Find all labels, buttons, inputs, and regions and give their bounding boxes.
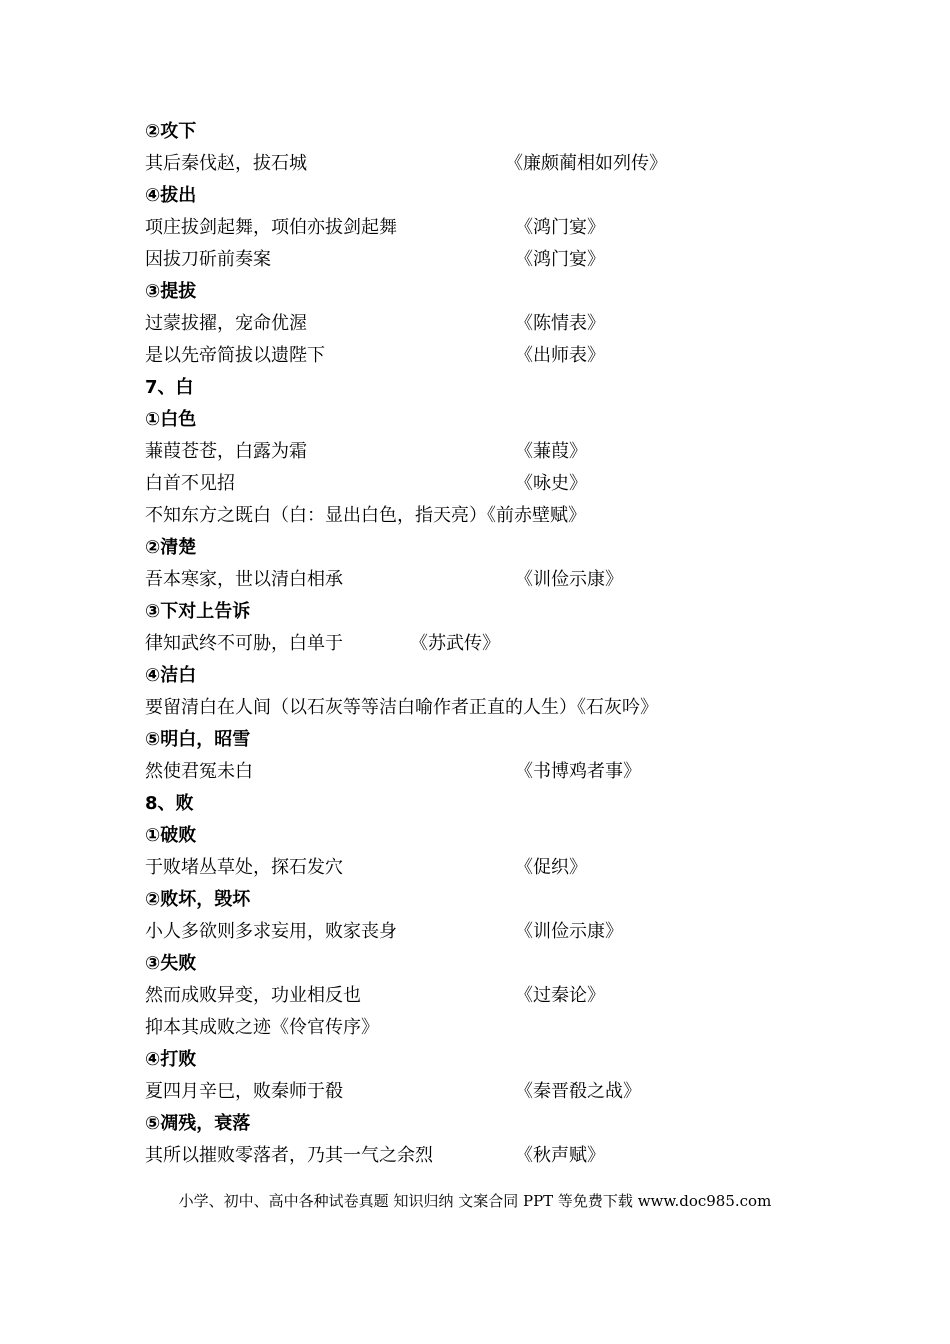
example-sentence bbox=[145, 916, 623, 948]
sense-heading bbox=[145, 372, 194, 404]
sense-heading bbox=[145, 532, 196, 564]
sense-heading bbox=[145, 276, 196, 308]
sense-heading bbox=[145, 1108, 250, 1140]
example-sentence bbox=[145, 148, 667, 180]
example-sentence bbox=[145, 628, 500, 660]
source-title: 《陈情表》 bbox=[515, 313, 605, 334]
sense-heading bbox=[145, 180, 196, 212]
heading-text: ③下对上告诉 bbox=[145, 601, 251, 622]
example-sentence bbox=[145, 692, 658, 724]
sentence-text: 蒹葭苍苍，白露为霜 bbox=[145, 441, 307, 462]
sentence-text: 小人多欲则多求妄用，败家丧身 bbox=[145, 921, 397, 942]
sense-heading bbox=[145, 948, 196, 980]
sense-heading bbox=[145, 820, 196, 852]
source-title: 《秋声赋》 bbox=[515, 1145, 605, 1166]
example-sentence bbox=[145, 244, 605, 276]
heading-text: ⑤明白，昭雪 bbox=[145, 729, 251, 750]
sentence-text: 吾本寒家，世以清白相承 bbox=[145, 569, 343, 590]
example-sentence bbox=[145, 980, 605, 1012]
sentence-text: 白首不见招 bbox=[145, 473, 235, 494]
heading-text: ⑤凋残，衰落 bbox=[145, 1113, 251, 1134]
heading-text: 8、败 bbox=[145, 793, 194, 814]
heading-text: 7、白 bbox=[145, 377, 194, 398]
sense-heading bbox=[145, 404, 196, 436]
sentence-text: 夏四月辛巳，败秦师于殽 bbox=[145, 1081, 343, 1102]
sentence-text: 项庄拔剑起舞，项伯亦拔剑起舞 bbox=[145, 217, 397, 238]
example-sentence bbox=[145, 340, 605, 372]
heading-text: ③提拔 bbox=[145, 281, 197, 302]
source-title: 《廉颇蔺相如列传》 bbox=[505, 153, 667, 174]
example-sentence bbox=[145, 756, 641, 788]
source-title: 《出师表》 bbox=[515, 345, 605, 366]
sentence-text: 是以先帝简拔以遗陛下 bbox=[145, 345, 325, 366]
heading-text: ①破败 bbox=[145, 825, 197, 846]
sentence-text: 律知武终不可胁，白单于 bbox=[145, 633, 343, 654]
sentence-text: 因拔刀斫前奏案 bbox=[145, 249, 271, 270]
example-sentence bbox=[145, 852, 587, 884]
sentence-text: 不知东方之既白（白：显出白色，指天亮）《前赤壁赋》 bbox=[145, 505, 586, 526]
source-title: 《训俭示康》 bbox=[515, 569, 623, 590]
example-sentence bbox=[145, 1140, 605, 1172]
sentence-text: 其后秦伐赵，拔石城 bbox=[145, 153, 307, 174]
example-sentence bbox=[145, 1076, 641, 1108]
heading-text: ④拔出 bbox=[145, 185, 197, 206]
source-title: 《咏史》 bbox=[515, 473, 587, 494]
source-title: 《训俭示康》 bbox=[515, 921, 623, 942]
source-title: 《促织》 bbox=[515, 857, 587, 878]
sense-heading bbox=[145, 116, 196, 148]
sentence-text: 要留清白在人间（以石灰等等洁白喻作者正直的人生）《石灰吟》 bbox=[145, 697, 658, 718]
page-footer: 小学、初中、高中各种试卷真题 知识归纳 文案合同 PPT 等免费下载 www.doc985.com bbox=[178, 1192, 772, 1210]
heading-text: ②清楚 bbox=[145, 537, 197, 558]
heading-text: ②败坏，毁坏 bbox=[145, 889, 251, 910]
source-title: 《秦晋殽之战》 bbox=[515, 1081, 641, 1102]
sense-heading bbox=[145, 1044, 196, 1076]
example-sentence bbox=[145, 1012, 379, 1044]
heading-text: ②攻下 bbox=[145, 121, 197, 142]
sentence-text: 于败堵丛草处，探石发穴 bbox=[145, 857, 343, 878]
sense-heading bbox=[145, 788, 194, 820]
sentence-text: 然而成败异变，功业相反也 bbox=[145, 985, 361, 1006]
sentence-text: 其所以摧败零落者，乃其一气之余烈 bbox=[145, 1145, 433, 1166]
heading-text: ③失败 bbox=[145, 953, 197, 974]
sentence-text: 过蒙拔擢，宠命优渥 bbox=[145, 313, 307, 334]
heading-text: ④打败 bbox=[145, 1049, 197, 1070]
sense-heading bbox=[145, 884, 250, 916]
source-title: 《鸿门宴》 bbox=[515, 249, 605, 270]
sentence-text: 然使君冤未白 bbox=[145, 761, 253, 782]
heading-text: ①白色 bbox=[145, 409, 197, 430]
sentence-text: 抑本其成败之迹《伶官传序》 bbox=[145, 1017, 379, 1038]
sense-heading bbox=[145, 596, 250, 628]
sense-heading bbox=[145, 660, 196, 692]
heading-text: ④洁白 bbox=[145, 665, 197, 686]
example-sentence bbox=[145, 468, 587, 500]
source-title: 《过秦论》 bbox=[515, 985, 605, 1006]
source-title: 《书博鸡者事》 bbox=[515, 761, 641, 782]
example-sentence bbox=[145, 308, 605, 340]
source-title: 《蒹葭》 bbox=[515, 441, 587, 462]
source-title: 《鸿门宴》 bbox=[515, 217, 605, 238]
example-sentence bbox=[145, 212, 605, 244]
example-sentence bbox=[145, 564, 623, 596]
example-sentence bbox=[145, 436, 587, 468]
source-title: 《苏武传》 bbox=[410, 633, 500, 654]
example-sentence bbox=[145, 500, 586, 532]
sense-heading bbox=[145, 724, 250, 756]
